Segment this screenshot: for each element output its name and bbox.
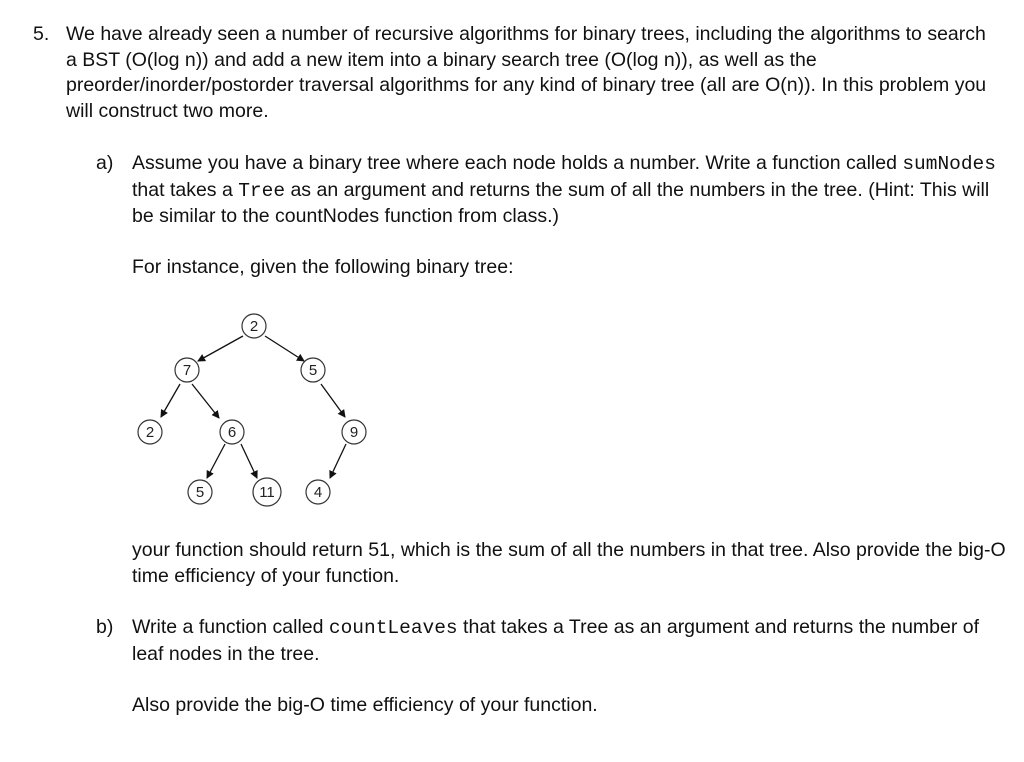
node-left-right-label: 6: [227, 424, 237, 441]
part-a-text-1: Assume you have a binary tree where each node holds a number. Write a function called: [132, 152, 903, 174]
edge-lr-left: [207, 444, 225, 478]
part-b-label: b): [96, 616, 114, 638]
part-b-text: [132, 615, 1012, 667]
edge-rr-left: [330, 444, 346, 478]
edge-lr-right: [241, 444, 257, 478]
sumnodes-code: sumNodes: [902, 153, 996, 175]
part-b-text-2: that takes a Tree as an argument and returns the number of leaf nodes in the tree.: [132, 616, 980, 665]
node-lr-right-label: 11: [259, 484, 275, 501]
part-a-text-2: that takes a: [132, 178, 239, 201]
node-right-right-label: 9: [349, 424, 359, 441]
node-right-label: 5: [308, 362, 318, 379]
edge-left-leftright: [192, 384, 219, 418]
part-b-text-1: Write a function called: [132, 616, 329, 638]
edge-root-right: [265, 336, 304, 361]
problem-intro: We have already seen a number of recursive algorithms for binary trees, including the algorithms to search a BST (O(log n)) and add a new item into a binary search tree (O(log n)), as well as the preorder/inorder/postorder traversal algorithms for any kind of binary tree (all are O(n)). In this problem you will construct two more.: [66, 23, 987, 122]
edge-right-rightright: [321, 384, 345, 417]
binary-tree-diagram: [128, 300, 368, 510]
countleaves-code: countLeaves: [328, 617, 458, 639]
tree-type-code: Tree: [238, 179, 286, 202]
node-root-label: 2: [249, 318, 259, 335]
bigo-text: Also provide the big-O time efficiency of your function.: [132, 694, 598, 716]
node-left-left-label: 2: [145, 424, 155, 441]
instance-text: For instance, given the following binary tree:: [132, 256, 514, 278]
node-rr-left-label: 4: [313, 484, 323, 501]
node-left-label: 7: [182, 362, 192, 379]
part-a-label: a): [96, 152, 114, 174]
part-a-text-3: as an argument and returns the sum of all the numbers in the tree. (Hint: This will be similar to the countNodes function from class.): [132, 178, 990, 227]
part-a-text: [132, 151, 1012, 230]
problem-number: 5.: [33, 23, 50, 45]
edge-root-left: [198, 336, 243, 361]
edge-left-leftleft: [161, 384, 180, 417]
result-text: your function should return 51, which is the sum of all the numbers in that tree. Also provide the big-O time efficiency of your function.: [132, 539, 1006, 587]
node-lr-left-label: 5: [195, 484, 205, 501]
